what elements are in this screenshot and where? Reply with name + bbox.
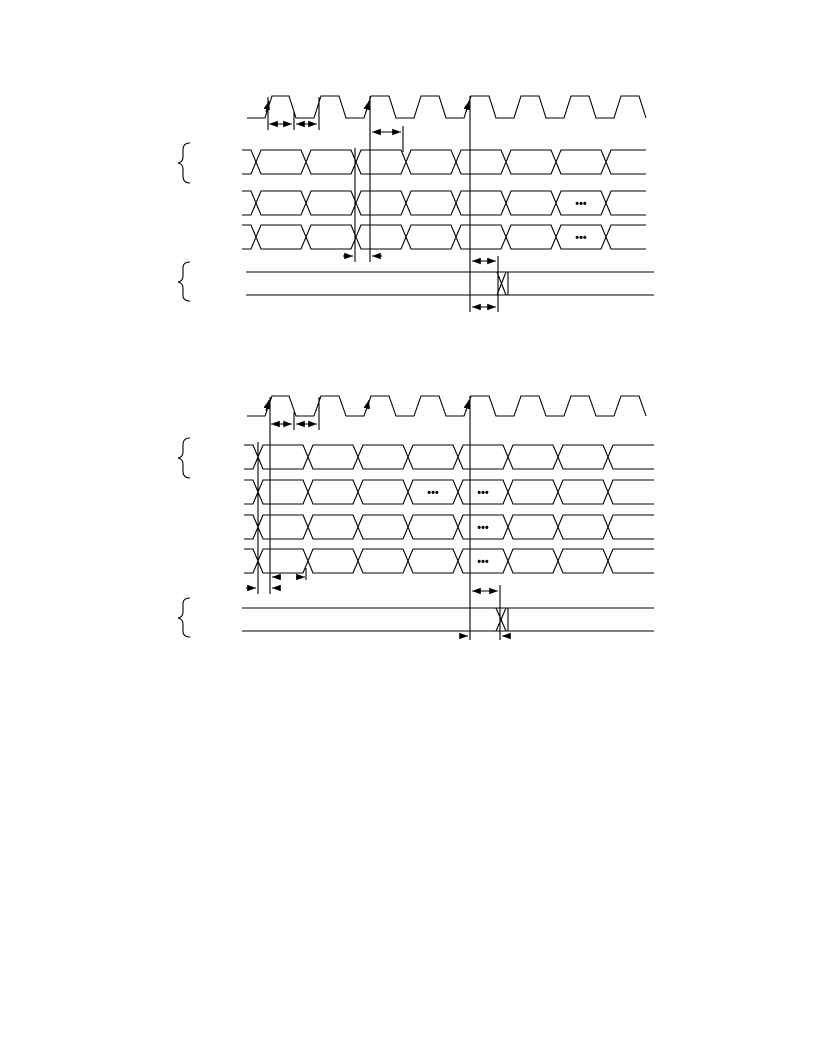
bus-waveform <box>242 162 646 174</box>
bus-group-brace <box>178 143 190 183</box>
continuation-ellipsis: ••• <box>477 522 489 534</box>
continuation-ellipsis: ••• <box>477 556 489 568</box>
continuation-ellipsis: ••• <box>575 232 587 244</box>
clock-waveform <box>247 96 646 118</box>
continuation-ellipsis: ••• <box>575 198 587 210</box>
control-group-brace <box>178 262 190 301</box>
clock-edge-arrow <box>366 101 369 112</box>
bus-waveform <box>242 150 646 162</box>
data-bus-group <box>242 150 646 249</box>
continuation-ellipsis: ••• <box>477 487 489 499</box>
continuation-ellipsis: ••• <box>427 487 439 499</box>
clock-edge-arrow <box>466 101 469 112</box>
